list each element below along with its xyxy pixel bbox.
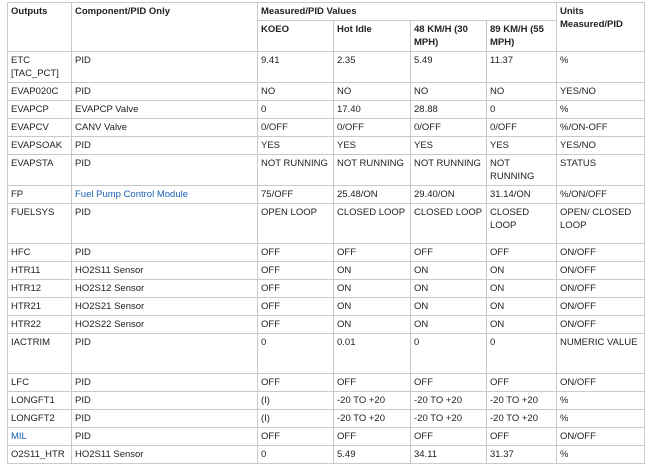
table-row [8, 83, 645, 101]
row-units: ON/OFF [557, 374, 645, 392]
table-row [8, 392, 645, 410]
row-output: HTR21 [8, 298, 72, 316]
row-koeo: OFF [258, 244, 334, 262]
table-row [8, 374, 645, 392]
row-48kmh: 28.88 [411, 101, 487, 119]
row-hot-idle: ON [334, 280, 411, 298]
row-hot-idle: ON [334, 298, 411, 316]
row-units: YES/NO [557, 137, 645, 155]
row-89kmh: -20 TO +20 [487, 392, 557, 410]
row-units: % [557, 446, 645, 464]
row-koeo: 0 [258, 101, 334, 119]
row-units: % [557, 392, 645, 410]
row-koeo: OPEN LOOP [258, 204, 334, 244]
row-output: LFC [8, 374, 72, 392]
row-koeo: 0 [258, 446, 334, 464]
header-measured: Measured/PID Values [258, 3, 557, 21]
table-row [8, 410, 645, 428]
row-hot-idle: NOT RUNNING [334, 155, 411, 186]
row-component: EVAPCP Valve [72, 101, 258, 119]
row-89kmh: ON [487, 316, 557, 334]
row-koeo: 0/OFF [258, 119, 334, 137]
row-units: STATUS [557, 155, 645, 186]
row-48kmh: YES [411, 137, 487, 155]
row-output: HTR12 [8, 280, 72, 298]
row-output: ETC [TAC_PCT] [8, 52, 72, 83]
row-koeo: NOT RUNNING [258, 155, 334, 186]
row-48kmh: OFF [411, 244, 487, 262]
row-89kmh: -20 TO +20 [487, 410, 557, 428]
table-row [8, 119, 645, 137]
row-output: HTR22 [8, 316, 72, 334]
row-koeo: OFF [258, 428, 334, 446]
row-units: % [557, 410, 645, 428]
row-89kmh: OFF [487, 374, 557, 392]
table-body [8, 52, 645, 464]
row-hot-idle: ON [334, 316, 411, 334]
table-row [8, 101, 645, 119]
row-hot-idle: -20 TO +20 [334, 392, 411, 410]
row-output: LONGFT1 [8, 392, 72, 410]
row-48kmh: 5.49 [411, 52, 487, 83]
row-component: PID [72, 410, 258, 428]
row-48kmh: NOT RUNNING [411, 155, 487, 186]
row-units: ON/OFF [557, 316, 645, 334]
row-component: PID [72, 83, 258, 101]
row-89kmh: ON [487, 280, 557, 298]
row-89kmh: ON [487, 298, 557, 316]
row-koeo: 0 [258, 334, 334, 374]
row-component[interactable]: Fuel Pump Control Module [72, 186, 258, 204]
row-output: EVAPCV [8, 119, 72, 137]
row-output: HFC [8, 244, 72, 262]
row-89kmh: OFF [487, 428, 557, 446]
row-koeo: OFF [258, 374, 334, 392]
row-output: EVAP020C [8, 83, 72, 101]
row-48kmh: ON [411, 262, 487, 280]
row-hot-idle: OFF [334, 374, 411, 392]
row-48kmh: 29.40/ON [411, 186, 487, 204]
row-89kmh: 0 [487, 334, 557, 374]
table-row [8, 446, 645, 464]
row-koeo: OFF [258, 316, 334, 334]
row-units: %/ON-OFF [557, 119, 645, 137]
row-koeo: 75/OFF [258, 186, 334, 204]
row-48kmh: 34.11 [411, 446, 487, 464]
row-units: ON/OFF [557, 262, 645, 280]
row-output: EVAPSTA [8, 155, 72, 186]
row-component: PID [72, 155, 258, 186]
row-component: PID [72, 137, 258, 155]
header-koeo: KOEO [258, 21, 334, 52]
row-units: %/ON/OFF [557, 186, 645, 204]
row-89kmh: OFF [487, 244, 557, 262]
table-row [8, 52, 645, 83]
row-48kmh: ON [411, 280, 487, 298]
header-units: Units Measured/PID [557, 3, 645, 52]
header-component: Component/PID Only [72, 3, 258, 52]
row-koeo: OFF [258, 298, 334, 316]
row-hot-idle: 0.01 [334, 334, 411, 374]
header-outputs: Outputs [8, 3, 72, 52]
row-48kmh: NO [411, 83, 487, 101]
row-output[interactable]: MIL [8, 428, 72, 446]
row-koeo: YES [258, 137, 334, 155]
row-output: LONGFT2 [8, 410, 72, 428]
row-48kmh: -20 TO +20 [411, 410, 487, 428]
row-component: PID [72, 204, 258, 244]
row-48kmh: ON [411, 316, 487, 334]
row-89kmh: 31.14/ON [487, 186, 557, 204]
row-hot-idle: NO [334, 83, 411, 101]
table-row [8, 155, 645, 186]
row-output: FUELSYS [8, 204, 72, 244]
row-hot-idle: 5.49 [334, 446, 411, 464]
table-row [8, 316, 645, 334]
table-row [8, 262, 645, 280]
row-koeo: (I) [258, 392, 334, 410]
table-row [8, 298, 645, 316]
row-units: NUMERIC VALUE [557, 334, 645, 374]
row-output: EVAPSOAK [8, 137, 72, 155]
row-koeo: OFF [258, 280, 334, 298]
row-89kmh: ON [487, 262, 557, 280]
row-hot-idle: OFF [334, 244, 411, 262]
row-output: FP [8, 186, 72, 204]
row-89kmh: NO [487, 83, 557, 101]
header-hot-idle: Hot Idle [334, 21, 411, 52]
row-component: HO2S21 Sensor [72, 298, 258, 316]
row-hot-idle: 2.35 [334, 52, 411, 83]
row-89kmh: 0/OFF [487, 119, 557, 137]
table-row [8, 137, 645, 155]
row-units: ON/OFF [557, 280, 645, 298]
row-48kmh: 0 [411, 334, 487, 374]
row-component: HO2S12 Sensor [72, 280, 258, 298]
pid-values-table [7, 2, 645, 464]
row-hot-idle: OFF [334, 428, 411, 446]
row-component: CANV Valve [72, 119, 258, 137]
header-89kmh: 89 KM/H (55 MPH) [487, 21, 557, 52]
row-units: ON/OFF [557, 428, 645, 446]
row-output: EVAPCP [8, 101, 72, 119]
row-component: PID [72, 374, 258, 392]
row-output: O2S11_HTR [8, 446, 72, 464]
row-48kmh: -20 TO +20 [411, 392, 487, 410]
row-hot-idle: YES [334, 137, 411, 155]
table-row [8, 244, 645, 262]
row-component: PID [72, 244, 258, 262]
row-units: OPEN/ CLOSED LOOP [557, 204, 645, 244]
row-hot-idle: ON [334, 262, 411, 280]
row-48kmh: OFF [411, 428, 487, 446]
row-output: IACTRIM [8, 334, 72, 374]
row-component: PID [72, 392, 258, 410]
row-hot-idle: 25.48/ON [334, 186, 411, 204]
row-89kmh: 31.37 [487, 446, 557, 464]
row-48kmh: 0/OFF [411, 119, 487, 137]
row-component: HO2S11 Sensor [72, 446, 258, 464]
row-hot-idle: 0/OFF [334, 119, 411, 137]
table-row [8, 204, 645, 244]
row-units: % [557, 101, 645, 119]
row-48kmh: ON [411, 298, 487, 316]
row-component: PID [72, 334, 258, 374]
row-koeo: OFF [258, 262, 334, 280]
table-row [8, 280, 645, 298]
row-component: HO2S11 Sensor [72, 262, 258, 280]
row-89kmh: YES [487, 137, 557, 155]
row-48kmh: CLOSED LOOP [411, 204, 487, 244]
row-koeo: (I) [258, 410, 334, 428]
table-row [8, 186, 645, 204]
table-row [8, 334, 645, 374]
row-component: HO2S22 Sensor [72, 316, 258, 334]
row-units: % [557, 52, 645, 83]
row-hot-idle: 17.40 [334, 101, 411, 119]
row-units: ON/OFF [557, 298, 645, 316]
row-89kmh: 11.37 [487, 52, 557, 83]
row-hot-idle: -20 TO +20 [334, 410, 411, 428]
row-output: HTR11 [8, 262, 72, 280]
row-hot-idle: CLOSED LOOP [334, 204, 411, 244]
row-koeo: 9.41 [258, 52, 334, 83]
row-units: YES/NO [557, 83, 645, 101]
row-89kmh: NOT RUNNING [487, 155, 557, 186]
row-koeo: NO [258, 83, 334, 101]
row-units: ON/OFF [557, 244, 645, 262]
row-component: PID [72, 52, 258, 83]
row-89kmh: 0 [487, 101, 557, 119]
row-component: PID [72, 428, 258, 446]
row-48kmh: OFF [411, 374, 487, 392]
row-89kmh: CLOSED LOOP [487, 204, 557, 244]
header-48kmh: 48 KM/H (30 MPH) [411, 21, 487, 52]
